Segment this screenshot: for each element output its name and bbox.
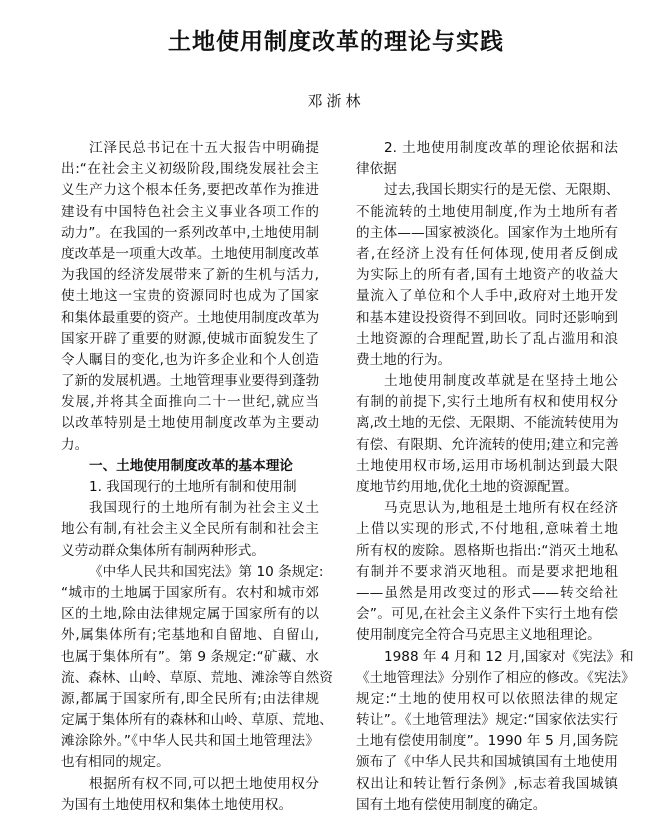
text-line: 有偿、有限期、允许流转的使用;建立和完善 <box>356 436 619 453</box>
text-line: 土地使用制度改革就是在坚持土地公 <box>384 373 618 390</box>
text-line: 也有相同的规定。 <box>61 754 170 771</box>
right-column <box>356 138 635 816</box>
article-title: 土地使用制度改革的理论与实践 <box>168 29 504 55</box>
text-line: 以改革特别是土地使用制度改革为主要动 <box>61 415 319 432</box>
text-line: 转让”。《土地管理法》规定:“国家依法实行 <box>356 712 618 729</box>
text-line: 使土地这一宝贵的资源同时也成为了国家 <box>61 288 319 305</box>
author-name: 邓浙林 <box>307 92 365 110</box>
text-line: 也属于集体所有”。第 9 条规定:“矿藏、水 <box>61 648 319 665</box>
paragraph <box>61 562 333 774</box>
text-line: 的主体——国家被淡化。国家作为土地所有 <box>356 224 618 241</box>
text-line: 义生产力这个根本任务,要把改革作为推进 <box>61 182 319 199</box>
text-line: 离,改土地的无偿、无限期、不能流转使用为 <box>356 415 619 432</box>
text-line: 力。 <box>61 436 89 453</box>
text-line: 有制的前提下,实行土地所有权和使用权分 <box>356 394 618 411</box>
text-line: 地公有制,有社会主义全民所有制和社会主 <box>61 521 319 538</box>
paragraph <box>61 774 319 816</box>
text-line: 使用制度完全符合马克思主义地租理论。 <box>356 627 601 644</box>
text-line: 根据所有权不同,可以把土地使用权分 <box>89 775 319 792</box>
text-line: 《中华人民共和国宪法》第 10 条规定: <box>89 563 324 580</box>
text-line: 外,属集体所有;宅基地和自留地、自留山, <box>61 627 319 644</box>
text-line: 度地节约用地,优化土地的资源配置。 <box>356 479 578 495</box>
text-line: 规定:“土地的使用权可以依照法律的规定 <box>356 690 618 707</box>
text-line: 马克思认为,地租是土地所有权在经济 <box>384 500 618 517</box>
text-line: 为我国的经济发展带来了新的生机与活力, <box>61 267 319 284</box>
text-line: 为实际上的所有者,国有土地资产的收益大 <box>356 267 618 284</box>
text-line: 律依据 <box>356 161 397 178</box>
text-line: 费土地的行为。 <box>356 351 452 368</box>
text-line: 土地资源的合理配置,助长了乱占滥用和浪 <box>356 330 618 347</box>
text-line: 权出让和转让暂行条例》,标志着我国城镇 <box>356 775 618 792</box>
text-line: 建设有中国特色社会主义事业各项工作的 <box>61 203 319 220</box>
text-line: 有制并不要求消灭地租。而是要求把地租 <box>356 563 618 580</box>
text-line: 土地使用权市场,运用市场机制达到最大限 <box>356 457 618 474</box>
text-line: 令人瞩目的变化,也为许多企业和个人创造 <box>61 351 319 368</box>
paragraph <box>61 498 319 562</box>
text-line: 源,都属于国家所有,即全民所有;由法律规 <box>61 690 319 707</box>
paragraph <box>356 498 618 646</box>
text-line: 了新的发展机遇。土地管理事业要得到蓬勃 <box>61 373 320 390</box>
text-line: 《土地管理法》分别作了相应的修改。《宪法》 <box>356 669 635 686</box>
text-line: 上借以实现的形式,不付地租,意味着土地 <box>356 521 618 538</box>
paragraph <box>61 138 319 456</box>
text-line: 1988 年 4 月和 12 月,国家对《宪法》和 <box>384 648 634 665</box>
text-line: 量流入了单位和个人手中,政府对土地开发 <box>356 288 618 305</box>
text-line: 度改革是一项重大改革。土地使用制度改革 <box>61 245 320 262</box>
paragraph <box>356 180 618 371</box>
text-line: 滩涂除外。”《中华人民共和国土地管理法》 <box>61 733 319 750</box>
text-line: 1. 我国现行的土地所有制和使用制 <box>89 479 297 495</box>
text-line: 所有权的废除。恩格斯也指出:“消灭土地私 <box>356 542 618 559</box>
text-line: “城市的土地属于国家所有。农村和城市郊 <box>61 584 319 601</box>
text-line: 为国有土地使用权和集体土地使用权。 <box>61 796 293 813</box>
paragraph <box>61 477 319 498</box>
text-line: 2. 土地使用制度改革的理论依据和法 <box>384 140 618 156</box>
text-line: 江泽民总书记在十五大报告中明确提 <box>89 140 319 156</box>
text-line: ——虽然是用改变过的形式——转交给社 <box>356 584 618 601</box>
text-line: 不能流转的土地使用制度,作为土地所有者 <box>356 203 618 220</box>
text-line: 定属于集体所有的森林和山岭、草原、荒地、 <box>61 712 333 729</box>
text-line: 义劳动群众集体所有制两种形式。 <box>61 542 265 559</box>
text-line: 动力”。在我国的一系列改革中,土地使用制 <box>61 224 319 241</box>
text-line: 会”。可见,在社会主义条件下实行土地有偿 <box>356 606 618 623</box>
text-line: 我国现行的土地所有制为社会主义土 <box>89 500 319 517</box>
text-line: 和基本建设投资得不到回收。同时还影响到 <box>356 309 618 326</box>
text-line: 和集体最重要的资产。土地使用制度改革为 <box>61 309 320 326</box>
text-line: 一、土地使用制度改革的基本理论 <box>89 457 293 474</box>
text-line: 出:“在社会主义初级阶段,围绕发展社会主 <box>61 161 319 178</box>
text-line: 者,在经济上没有任何体现,使用者反倒成 <box>356 245 618 262</box>
text-line: 过去,我国长期实行的是无偿、无限期、 <box>384 182 620 199</box>
text-line: 区的土地,除由法律规定属于国家所有的以 <box>61 606 319 623</box>
text-line: 国家开辟了重要的财源,使城市面貌发生了 <box>61 330 319 347</box>
paragraph <box>356 138 618 180</box>
text-line: 颁布了《中华人民共和国城镇国有土地使用 <box>356 754 618 771</box>
paragraph <box>356 647 635 817</box>
text-line: 土地有偿使用制度”。1990 年 5 月,国务院 <box>356 733 618 750</box>
section-heading <box>61 456 319 477</box>
paragraph <box>356 371 618 498</box>
text-line: 国有土地有偿使用制度的确定。 <box>356 796 547 813</box>
text-line: 发展,并将其全面推向二十一世纪,就应当 <box>61 394 319 411</box>
text-line: 流、森林、山岭、草原、荒地、滩涂等自然资 <box>61 669 333 686</box>
left-column <box>61 138 333 816</box>
